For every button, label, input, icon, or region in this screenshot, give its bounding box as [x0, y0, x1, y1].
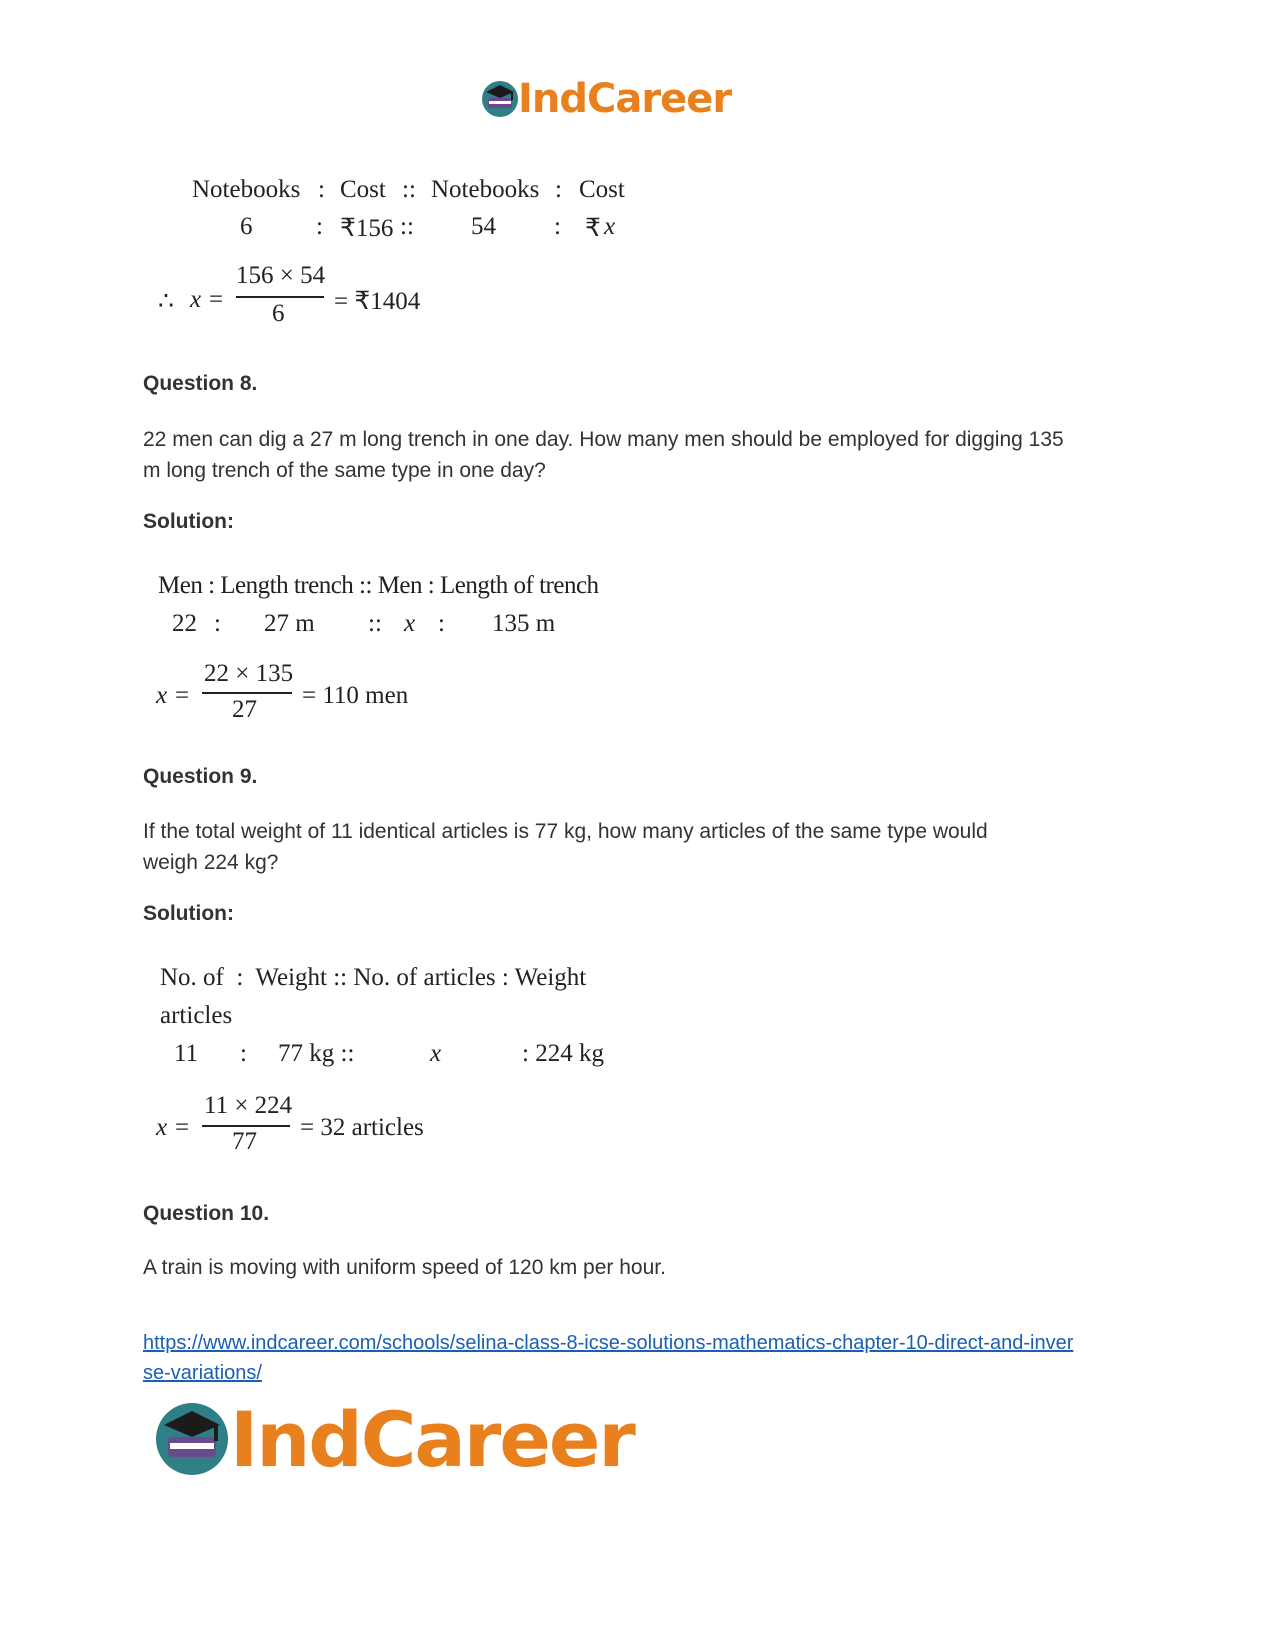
proportion-value-cell: 22 — [172, 610, 197, 637]
proportion-value-cell: : 224 kg — [522, 1040, 604, 1067]
proportion-header-row-continued: articles — [160, 1002, 233, 1029]
proportion-value-cell: : — [214, 610, 221, 637]
proportion-value-cell: 27 m — [264, 610, 315, 637]
proportion-value-cell: ₹ — [585, 215, 601, 242]
proportion-value-cell: 6 — [240, 213, 253, 240]
fraction-denominator: 77 — [232, 1128, 257, 1155]
proportion-value-cell: ₹156 — [340, 215, 394, 242]
proportion-header-cell: Notebooks — [192, 176, 301, 203]
equation-result: = ₹1404 — [334, 288, 421, 315]
proportion-header-row: Men : Length trench :: Men : Length of trench — [158, 572, 599, 599]
fraction-numerator: 156 × 54 — [236, 262, 326, 289]
proportion-header-cell: Cost — [340, 176, 386, 203]
proportion-header-cell: : — [555, 176, 562, 203]
header-logo — [480, 74, 760, 124]
proportion-value-cell: 77 kg :: — [278, 1040, 355, 1067]
proportion-block-weight — [150, 962, 650, 1162]
proportion-value-cell: :: — [368, 610, 382, 637]
fraction-denominator: 6 — [272, 300, 285, 327]
unknown-variable: x — [604, 213, 616, 240]
proportion-value-cell: : — [316, 213, 323, 240]
footer-logo — [152, 1395, 672, 1485]
header-brand-text: IndCareer — [518, 76, 732, 122]
proportion-block-notebooks — [150, 168, 650, 338]
question-heading: Question 9. — [143, 765, 258, 788]
proportion-value-cell: : — [438, 610, 445, 637]
proportion-value-cell: 54 — [471, 213, 496, 240]
proportion-value-cell: 135 m — [492, 610, 556, 637]
question-heading: Question 10. — [143, 1202, 270, 1225]
question-text: A train is moving with uniform speed of 120 km per hour. — [143, 1256, 666, 1279]
therefore-symbol: ∴ — [158, 288, 174, 315]
source-link[interactable]: https://www.indcareer.com/schools/selina-class-8-icse-solutions-mathematics-chapter-10-direct-and-inverse-variations/ — [143, 1332, 1074, 1384]
unknown-variable: x — [430, 1040, 442, 1067]
fraction-bar — [202, 692, 292, 694]
fraction-bar — [202, 1125, 290, 1127]
equation-lhs: x = — [190, 286, 225, 313]
proportion-header-cell: : — [318, 176, 325, 203]
footer-brand-text: IndCareer — [230, 1395, 634, 1484]
question-text: If the total weight of 11 identical articles is 77 kg, how many articles of the same type would weigh 224 kg? — [143, 820, 988, 874]
equation-lhs: x = — [156, 1114, 191, 1141]
proportion-header-cell: Notebooks — [431, 176, 540, 203]
proportion-header-row: No. of : Weight :: No. of articles : Weight — [160, 964, 587, 991]
solution-label: Solution: — [143, 902, 234, 925]
proportion-value-cell: : — [554, 213, 561, 240]
proportion-header-cell: Cost — [579, 176, 625, 203]
question-heading: Question 8. — [143, 372, 258, 395]
proportion-value-cell: :: — [400, 213, 414, 240]
question-text: 22 men can dig a 27 m long trench in one day. How many men should be employed for digging 135 m long trench of the same type in one day? — [143, 428, 1064, 482]
proportion-value-cell: : — [240, 1040, 247, 1067]
graduation-cap-globe-icon — [152, 1399, 232, 1479]
fraction-bar — [236, 296, 324, 298]
equation-result: = 32 articles — [300, 1114, 424, 1141]
unknown-variable: x — [404, 610, 416, 637]
fraction-numerator: 22 × 135 — [204, 660, 294, 687]
equation-lhs: x = — [156, 682, 191, 709]
solution-label: Solution: — [143, 510, 234, 533]
equation-result: = 110 men — [302, 682, 409, 709]
fraction-denominator: 27 — [232, 696, 257, 723]
proportion-header-cell: :: — [402, 176, 416, 203]
proportion-value-cell: 11 — [174, 1040, 199, 1067]
proportion-block-trench — [150, 570, 650, 730]
fraction-numerator: 11 × 224 — [204, 1092, 293, 1119]
graduation-cap-globe-icon — [480, 79, 520, 119]
